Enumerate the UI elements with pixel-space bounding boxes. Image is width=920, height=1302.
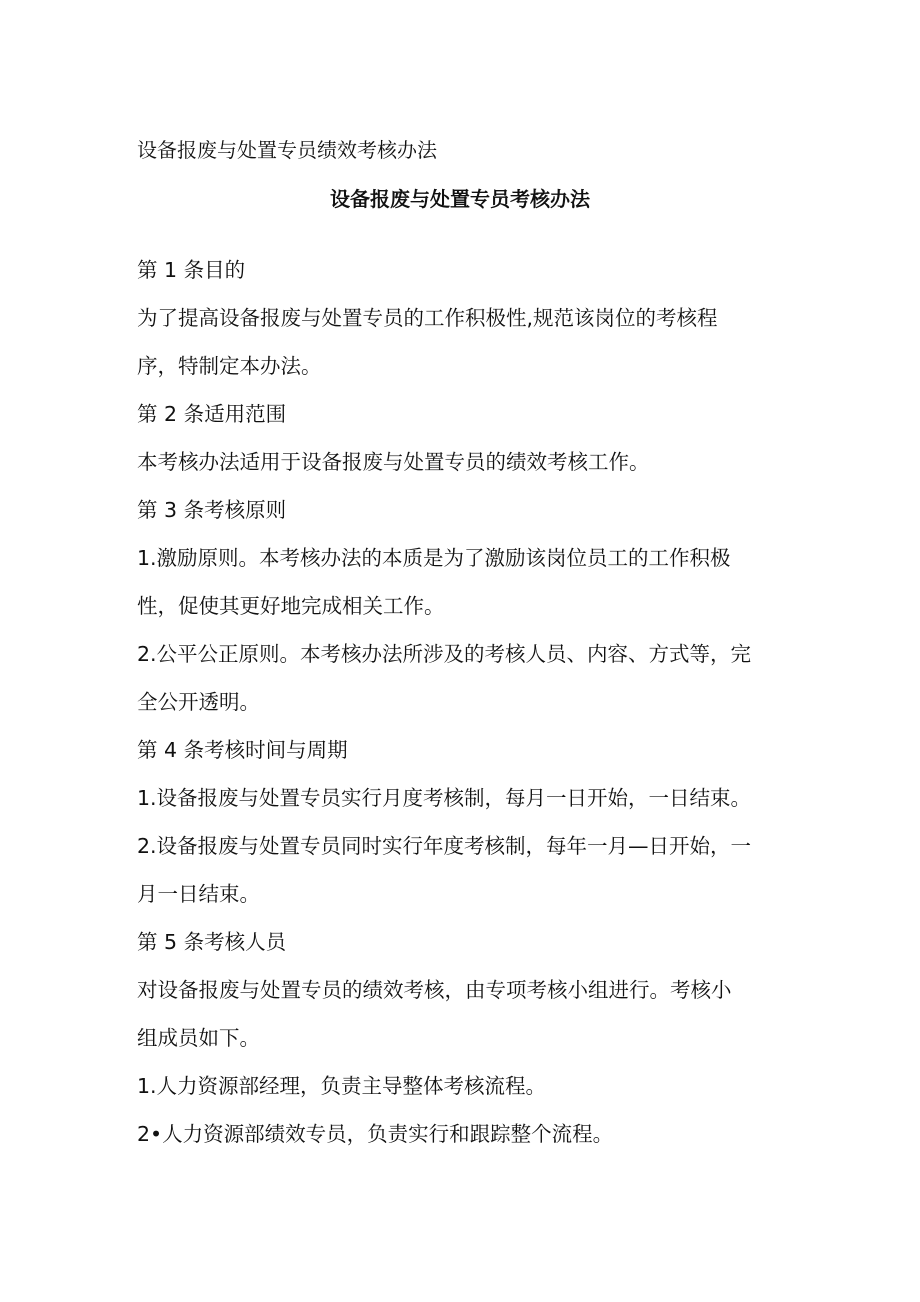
article-1-text-line-1: 为了提高设备报废与处置专员的工作积极性,规范该岗位的考核程 [137,306,718,330]
article-3-item-1-line-1: 1.激励原则。本考核办法的本质是为了激励该岗位员工的工作积极 [137,546,731,570]
article-5-item-1: 1.人力资源部经理，负责主导整体考核流程。 [137,1074,547,1098]
article-1-text-line-2: 序，特制定本办法。 [137,354,322,378]
article-1-heading: 第 1 条目的 [137,258,246,282]
article-2-heading: 第 2 条适用范围 [137,402,287,426]
document-heading: 设备报废与处置专员考核办法 [330,187,590,211]
article-5-item-2: 2•人力资源部绩效专员，负责实行和跟踪整个流程。 [137,1122,614,1146]
article-4-item-2-line-1: 2.设备报废与处置专员同时实行年度考核制，每年一月—日开始，一 [137,834,752,858]
article-4-item-1: 1.设备报废与处置专员实行月度考核制，每月一日开始，一日结束。 [137,786,752,810]
document-body [137,246,797,1158]
article-2-text: 本考核办法适用于设备报废与处置专员的绩效考核工作。 [137,450,650,474]
article-3-item-2-line-2: 全公开透明。 [137,690,260,714]
document-title: 设备报废与处置专员绩效考核办法 [137,138,437,162]
article-4-heading: 第 4 条考核时间与周期 [137,738,348,762]
article-3-heading: 第 3 条考核原则 [137,498,287,522]
article-4-item-2-line-2: 月一日结束。 [137,882,260,906]
article-3-item-1-line-2: 性，促使其更好地完成相关工作。 [137,594,445,618]
article-5-text-line-2: 组成员如下。 [137,1026,260,1050]
article-3-item-2-line-1: 2.公平公正原则。本考核办法所涉及的考核人员、内容、方式等，完 [137,642,752,666]
article-5-text-line-1: 对设备报废与处置专员的绩效考核，由专项考核小组进行。考核小 [137,978,732,1002]
article-5-heading: 第 5 条考核人员 [137,930,287,954]
